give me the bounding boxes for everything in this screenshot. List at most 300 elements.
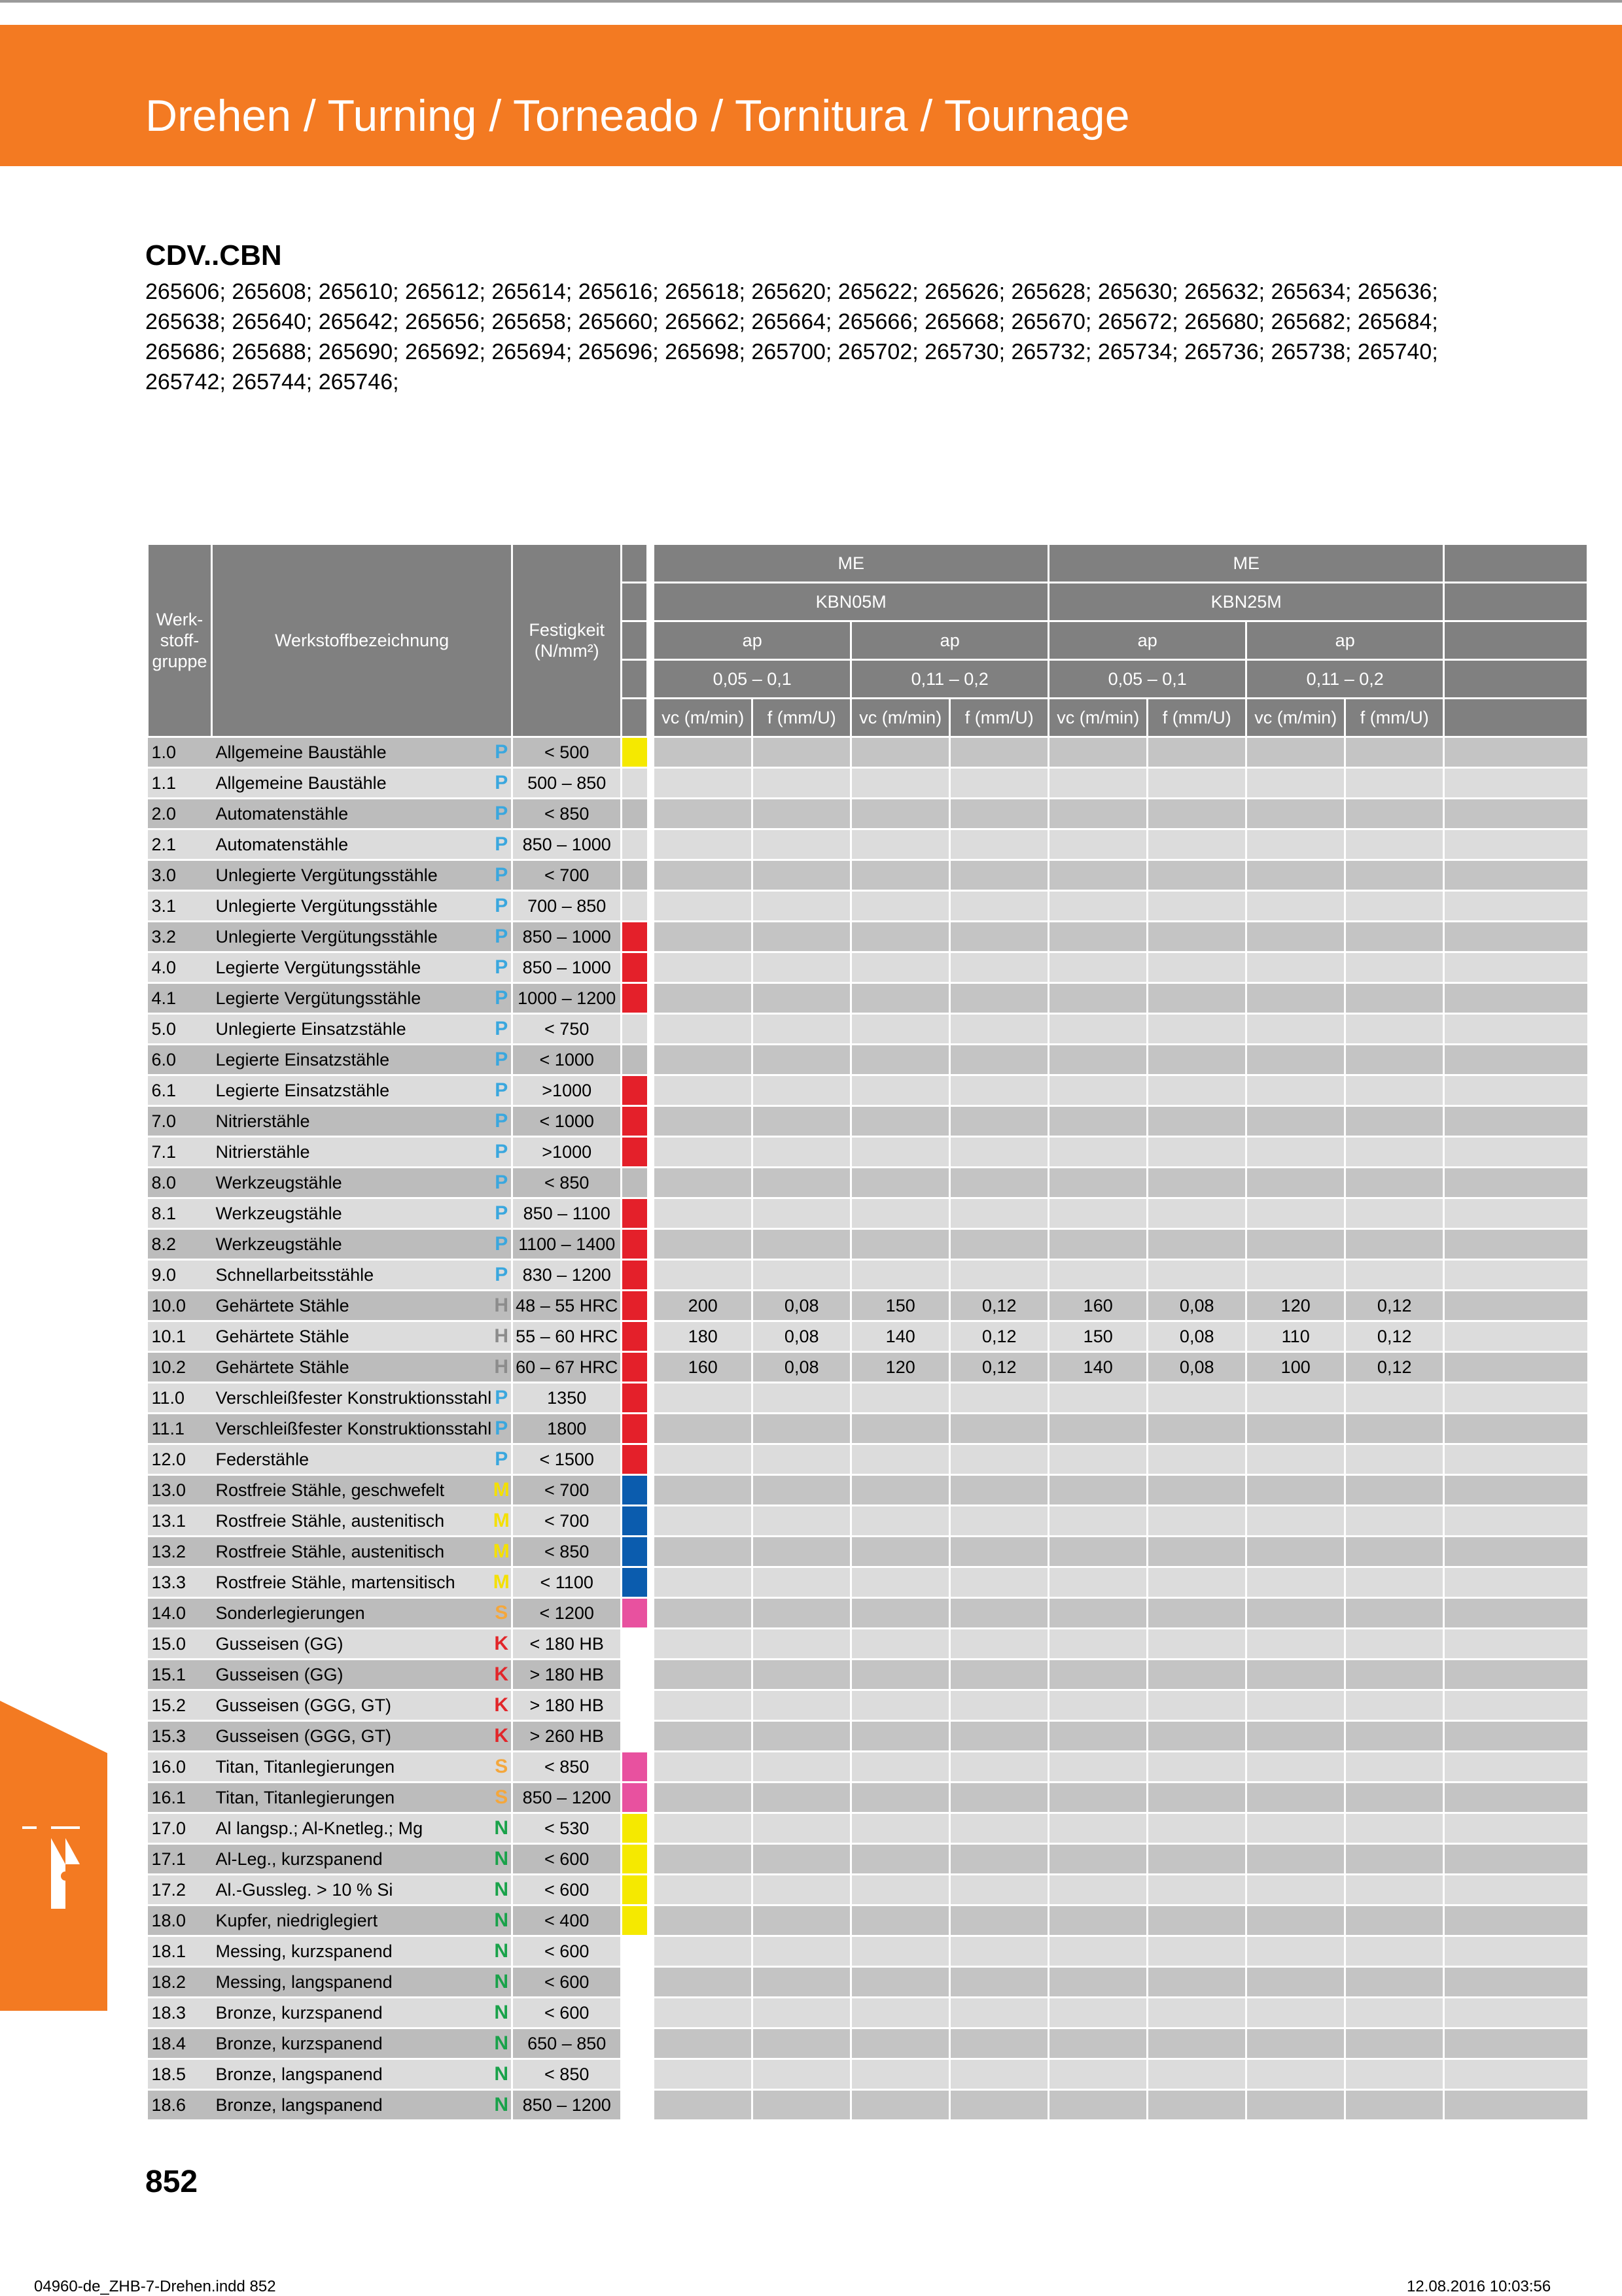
row-f-value — [1345, 983, 1444, 1014]
row-vc-value — [1246, 2090, 1345, 2121]
row-vc-value — [654, 799, 752, 829]
row-f-value: 0,12 — [950, 1291, 1049, 1321]
row-f-value — [752, 1537, 851, 1567]
row-vc-value — [654, 1537, 752, 1567]
row-gap — [647, 1629, 654, 1660]
row-spare-cell — [1444, 2090, 1588, 2121]
row-f-value — [752, 1075, 851, 1106]
row-vc-value — [654, 1014, 752, 1045]
row-number: 10.2 — [148, 1352, 212, 1383]
row-spare-cell — [1444, 1690, 1588, 1721]
table-row — [148, 922, 1588, 952]
row-f-value — [950, 1168, 1049, 1198]
section-title: Drehen / Turning / Torneado / Tornitura / Tournage — [145, 91, 1130, 141]
row-spare-cell — [1444, 1506, 1588, 1537]
row-gap — [647, 983, 654, 1014]
row-vc-value — [654, 1629, 752, 1660]
row-vc-value — [1049, 1875, 1148, 1905]
row-vc-value: 150 — [1049, 1321, 1148, 1352]
table-row — [148, 829, 1588, 860]
row-gap — [647, 1598, 654, 1629]
table-row — [148, 1752, 1588, 1783]
row-f-value — [1148, 768, 1246, 799]
row-number: 3.1 — [148, 891, 212, 922]
row-number: 18.5 — [148, 2059, 212, 2090]
row-f-value — [1345, 1260, 1444, 1291]
row-f-value — [1148, 1075, 1246, 1106]
product-name: CDV..CBN — [145, 239, 282, 271]
row-spare-cell — [1444, 799, 1588, 829]
row-group-letter: P — [491, 1075, 512, 1106]
row-f-value — [1148, 1014, 1246, 1045]
row-f-value — [1148, 2059, 1246, 2090]
row-f-value — [752, 1506, 851, 1537]
row-group-letter: N — [491, 1936, 512, 1967]
row-color-swatch — [622, 1352, 648, 1383]
row-vc-value — [1049, 1660, 1148, 1690]
row-f-value — [1345, 952, 1444, 983]
page-top-rule — [0, 0, 1622, 3]
row-f-value — [1345, 1936, 1444, 1967]
row-material: Sonderlegierungen — [212, 1598, 492, 1629]
row-f-value — [950, 1014, 1049, 1045]
row-group-letter: N — [491, 1844, 512, 1875]
row-spare-cell — [1444, 1844, 1588, 1875]
row-vc-value — [1246, 768, 1345, 799]
row-vc-value — [851, 891, 950, 922]
row-vc-value — [1049, 829, 1148, 860]
row-color-swatch — [622, 1414, 648, 1444]
row-f-value — [1345, 1506, 1444, 1537]
row-group-letter: P — [491, 1260, 512, 1291]
row-number: 11.0 — [148, 1383, 212, 1414]
row-vc-value — [1049, 1690, 1148, 1721]
row-number: 2.1 — [148, 829, 212, 860]
row-vc-value — [654, 1414, 752, 1444]
row-strength: 700 – 850 — [512, 891, 622, 922]
row-f-value — [1148, 1444, 1246, 1475]
row-vc-value — [851, 1260, 950, 1291]
row-material: Kupfer, niedriglegiert — [212, 1905, 492, 1936]
row-group-letter: N — [491, 1813, 512, 1844]
row-vc-value — [1049, 1106, 1148, 1137]
row-vc-value — [1246, 1106, 1345, 1137]
header-swatch-cell — [622, 544, 648, 583]
row-f-value — [752, 1752, 851, 1783]
row-number: 6.0 — [148, 1045, 212, 1075]
row-f-value — [1345, 1045, 1444, 1075]
row-number: 4.1 — [148, 983, 212, 1014]
row-strength: < 1200 — [512, 1598, 622, 1629]
row-gap — [647, 891, 654, 922]
row-strength: > 180 HB — [512, 1690, 622, 1721]
row-vc-value: 110 — [1246, 1321, 1345, 1352]
row-vc-value — [851, 983, 950, 1014]
row-gap — [647, 2059, 654, 2090]
row-gap — [647, 1075, 654, 1106]
row-f-value — [1148, 1967, 1246, 1998]
header-swatch-cell — [622, 660, 648, 699]
row-f-value: 0,12 — [1345, 1321, 1444, 1352]
row-gap — [647, 860, 654, 891]
row-f-value — [752, 799, 851, 829]
row-vc-value — [1049, 1260, 1148, 1291]
row-f-value — [1148, 1629, 1246, 1660]
row-group-letter: P — [491, 1229, 512, 1260]
row-number: 5.0 — [148, 1014, 212, 1045]
row-strength: 850 – 1200 — [512, 1783, 622, 1813]
row-vc-value — [1049, 1967, 1148, 1998]
row-vc-value — [851, 952, 950, 983]
row-vc-value — [851, 2090, 950, 2121]
row-group-letter: P — [491, 1106, 512, 1137]
row-color-swatch — [622, 1260, 648, 1291]
row-f-value — [1148, 1690, 1246, 1721]
row-vc-value — [1049, 1598, 1148, 1629]
row-f-value — [950, 1137, 1049, 1168]
col-header-group: Werk-stoff-gruppe — [148, 544, 212, 737]
row-f-value — [1148, 891, 1246, 922]
table-row — [148, 1260, 1588, 1291]
row-vc-value — [1246, 922, 1345, 952]
row-vc-value — [851, 1045, 950, 1075]
row-number: 18.1 — [148, 1936, 212, 1967]
row-group-letter: P — [491, 799, 512, 829]
row-gap — [647, 1660, 654, 1690]
row-material: Messing, kurzspanend — [212, 1936, 492, 1967]
row-vc-value — [1049, 983, 1148, 1014]
row-f-value — [1345, 1905, 1444, 1936]
row-vc-value — [654, 1137, 752, 1168]
row-vc-value — [851, 1567, 950, 1598]
table-body — [148, 737, 1588, 2121]
row-f-value — [752, 1875, 851, 1905]
row-f-value — [1345, 1783, 1444, 1813]
row-vc-value — [851, 860, 950, 891]
row-spare-cell — [1444, 1567, 1588, 1598]
row-f-value — [1345, 2028, 1444, 2059]
row-color-swatch — [622, 2090, 648, 2121]
row-material: Gehärtete Stähle — [212, 1321, 492, 1352]
row-vc-value — [1049, 1414, 1148, 1444]
row-number: 14.0 — [148, 1598, 212, 1629]
ap-header: ap — [851, 621, 1049, 660]
row-strength: > 260 HB — [512, 1721, 622, 1752]
row-f-value — [752, 2059, 851, 2090]
f-header: f (mm/U) — [1345, 699, 1444, 737]
row-vc-value — [851, 1844, 950, 1875]
row-vc-value — [1049, 891, 1148, 922]
page-number: 852 — [145, 2165, 198, 2199]
row-material: Gusseisen (GG) — [212, 1660, 492, 1690]
table-row — [148, 1905, 1588, 1936]
row-group-letter: S — [491, 1598, 512, 1629]
vc-header: vc (m/min) — [1049, 699, 1148, 737]
row-vc-value — [1049, 1721, 1148, 1752]
row-color-swatch — [622, 1321, 648, 1352]
row-vc-value — [654, 1106, 752, 1137]
row-vc-value — [851, 1660, 950, 1690]
row-color-swatch — [622, 860, 648, 891]
row-group-letter: P — [491, 983, 512, 1014]
table-row — [148, 2059, 1588, 2090]
row-spare-cell — [1444, 1383, 1588, 1414]
row-f-value — [752, 1229, 851, 1260]
row-color-swatch — [622, 1752, 648, 1783]
row-f-value: 0,08 — [1148, 1321, 1246, 1352]
row-material: Allgemeine Baustähle — [212, 737, 492, 768]
row-f-value — [950, 1967, 1049, 1998]
row-f-value: 0,08 — [752, 1321, 851, 1352]
row-number: 16.1 — [148, 1783, 212, 1813]
row-vc-value — [1246, 1444, 1345, 1475]
row-number: 18.3 — [148, 1998, 212, 2028]
row-vc-value — [654, 1506, 752, 1537]
row-f-value — [950, 1998, 1049, 2028]
row-f-value — [1148, 1660, 1246, 1690]
row-f-value — [1148, 1752, 1246, 1783]
row-f-value — [752, 1905, 851, 1936]
row-f-value — [950, 1629, 1049, 1660]
row-gap — [647, 1783, 654, 1813]
table-row — [148, 1567, 1588, 1598]
row-color-swatch — [622, 1936, 648, 1967]
row-f-value — [1148, 1045, 1246, 1075]
row-f-value — [1345, 1014, 1444, 1045]
row-vc-value — [1246, 1813, 1345, 1844]
row-number: 8.1 — [148, 1198, 212, 1229]
row-vc-value — [851, 1537, 950, 1567]
row-f-value — [752, 1598, 851, 1629]
table-row — [148, 1321, 1588, 1352]
table-row — [148, 1045, 1588, 1075]
row-f-value — [1148, 983, 1246, 1014]
row-number: 15.3 — [148, 1721, 212, 1752]
f-header: f (mm/U) — [752, 699, 851, 737]
row-f-value — [1148, 1506, 1246, 1537]
row-f-value — [1345, 922, 1444, 952]
row-strength: < 400 — [512, 1905, 622, 1936]
row-gap — [647, 1198, 654, 1229]
row-f-value — [1148, 1905, 1246, 1936]
row-spare-cell — [1444, 1629, 1588, 1660]
row-f-value — [950, 1537, 1049, 1567]
row-vc-value — [851, 1229, 950, 1260]
row-color-swatch — [622, 891, 648, 922]
row-group-letter: M — [491, 1537, 512, 1567]
row-vc-value — [1049, 1229, 1148, 1260]
row-f-value — [950, 2090, 1049, 2121]
row-material: Rostfreie Stähle, martensitisch — [212, 1567, 492, 1598]
row-vc-value: 120 — [851, 1352, 950, 1383]
row-gap — [647, 1752, 654, 1783]
row-gap — [647, 1506, 654, 1537]
row-vc-value — [1049, 1844, 1148, 1875]
row-vc-value — [851, 829, 950, 860]
row-vc-value — [1246, 1014, 1345, 1045]
table-row — [148, 1106, 1588, 1137]
row-f-value — [1148, 860, 1246, 891]
header-swatch-cell — [622, 583, 648, 621]
row-strength: < 1500 — [512, 1444, 622, 1475]
row-f-value — [950, 799, 1049, 829]
row-gap — [647, 1106, 654, 1137]
row-f-value — [1345, 1721, 1444, 1752]
row-vc-value — [1246, 891, 1345, 922]
row-group-letter: P — [491, 1383, 512, 1414]
row-material: Automatenstähle — [212, 799, 492, 829]
row-group-letter: N — [491, 1875, 512, 1905]
row-color-swatch — [622, 1444, 648, 1475]
row-strength: < 700 — [512, 1506, 622, 1537]
row-vc-value — [851, 1075, 950, 1106]
row-vc-value — [1246, 1168, 1345, 1198]
row-vc-value — [1246, 1783, 1345, 1813]
row-number: 18.0 — [148, 1905, 212, 1936]
row-f-value — [1345, 891, 1444, 922]
row-material: Unlegierte Vergütungsstähle — [212, 922, 492, 952]
row-vc-value — [851, 799, 950, 829]
row-color-swatch — [622, 1690, 648, 1721]
row-material: Unlegierte Einsatzstähle — [212, 1014, 492, 1045]
row-color-swatch — [622, 829, 648, 860]
table-row — [148, 1229, 1588, 1260]
row-f-value — [1148, 1875, 1246, 1905]
row-vc-value — [1049, 1383, 1148, 1414]
row-vc-value — [851, 1875, 950, 1905]
side-tab — [0, 1701, 107, 2011]
row-strength: 850 – 1000 — [512, 952, 622, 983]
row-vc-value — [1246, 1045, 1345, 1075]
row-color-swatch — [622, 1629, 648, 1660]
row-f-value — [1345, 1106, 1444, 1137]
row-vc-value — [654, 737, 752, 768]
row-f-value — [1148, 2028, 1246, 2059]
row-vc-value — [1049, 1783, 1148, 1813]
row-group-letter: P — [491, 1444, 512, 1475]
row-f-value — [950, 1198, 1049, 1229]
row-f-value — [1345, 1444, 1444, 1475]
row-spare-cell — [1444, 1721, 1588, 1752]
row-gap — [647, 1844, 654, 1875]
row-vc-value — [851, 1014, 950, 1045]
row-group-letter: H — [491, 1291, 512, 1321]
row-f-value — [752, 1936, 851, 1967]
row-f-value — [950, 737, 1049, 768]
row-vc-value — [654, 1660, 752, 1690]
row-vc-value — [851, 1598, 950, 1629]
row-vc-value — [654, 952, 752, 983]
row-spare-cell — [1444, 1352, 1588, 1383]
row-gap — [647, 1567, 654, 1598]
table-row — [148, 1506, 1588, 1537]
row-f-value — [1148, 1936, 1246, 1967]
vc-header: vc (m/min) — [654, 699, 752, 737]
table-row — [148, 1844, 1588, 1875]
row-vc-value — [1246, 983, 1345, 1014]
row-group-letter: H — [491, 1352, 512, 1383]
table-row — [148, 1291, 1588, 1321]
row-color-swatch — [622, 1783, 648, 1813]
row-vc-value — [1246, 1475, 1345, 1506]
row-f-value — [1345, 1537, 1444, 1567]
row-vc-value — [1246, 829, 1345, 860]
row-f-value — [752, 1475, 851, 1506]
row-f-value — [950, 1075, 1049, 1106]
row-vc-value — [654, 1567, 752, 1598]
row-vc-value — [1246, 1936, 1345, 1967]
row-group-letter: S — [491, 1752, 512, 1783]
row-group-letter: P — [491, 922, 512, 952]
row-f-value — [1148, 1137, 1246, 1168]
vc-header: vc (m/min) — [1246, 699, 1345, 737]
row-f-value — [1345, 1629, 1444, 1660]
row-number: 15.1 — [148, 1660, 212, 1690]
row-color-swatch — [622, 1998, 648, 2028]
table-row — [148, 768, 1588, 799]
table-row — [148, 1168, 1588, 1198]
row-color-swatch — [622, 1045, 648, 1075]
row-gap — [647, 737, 654, 768]
row-spare-cell — [1444, 1475, 1588, 1506]
row-f-value — [752, 1721, 851, 1752]
row-vc-value — [851, 1998, 950, 2028]
product-block — [145, 239, 1506, 397]
grade-a-header: KBN05M — [654, 583, 1049, 621]
row-gap — [647, 1936, 654, 1967]
row-f-value — [1345, 1198, 1444, 1229]
row-f-value — [752, 1444, 851, 1475]
row-color-swatch — [622, 952, 648, 983]
row-vc-value — [1049, 1075, 1148, 1106]
row-strength: 48 – 55 HRC — [512, 1291, 622, 1321]
row-gap — [647, 1045, 654, 1075]
table-row — [148, 1813, 1588, 1844]
row-vc-value — [1049, 1506, 1148, 1537]
row-strength: 1800 — [512, 1414, 622, 1444]
row-strength: < 500 — [512, 737, 622, 768]
row-strength: 850 – 1100 — [512, 1198, 622, 1229]
row-number: 7.1 — [148, 1137, 212, 1168]
table-row — [148, 1660, 1588, 1690]
row-strength: 500 – 850 — [512, 768, 622, 799]
row-color-swatch — [622, 1721, 648, 1752]
row-spare-cell — [1444, 737, 1588, 768]
header-spare-col — [1444, 699, 1588, 737]
row-color-swatch — [622, 1168, 648, 1198]
row-vc-value: 160 — [1049, 1291, 1148, 1321]
row-vc-value — [654, 1967, 752, 1998]
row-vc-value — [654, 1229, 752, 1260]
row-gap — [647, 1475, 654, 1506]
row-vc-value — [1246, 1598, 1345, 1629]
row-spare-cell — [1444, 1260, 1588, 1291]
row-vc-value — [654, 1598, 752, 1629]
row-gap — [647, 1537, 654, 1567]
row-group-letter: K — [491, 1721, 512, 1752]
row-f-value — [950, 1844, 1049, 1875]
row-f-value — [1148, 1598, 1246, 1629]
table-row — [148, 2028, 1588, 2059]
row-color-swatch — [622, 983, 648, 1014]
row-color-swatch — [622, 1137, 648, 1168]
row-vc-value — [1049, 799, 1148, 829]
row-material: Nitrierstähle — [212, 1106, 492, 1137]
row-strength: 1000 – 1200 — [512, 983, 622, 1014]
table-row — [148, 1137, 1588, 1168]
row-material: Bronze, kurzspanend — [212, 1998, 492, 2028]
table-row — [148, 1475, 1588, 1506]
